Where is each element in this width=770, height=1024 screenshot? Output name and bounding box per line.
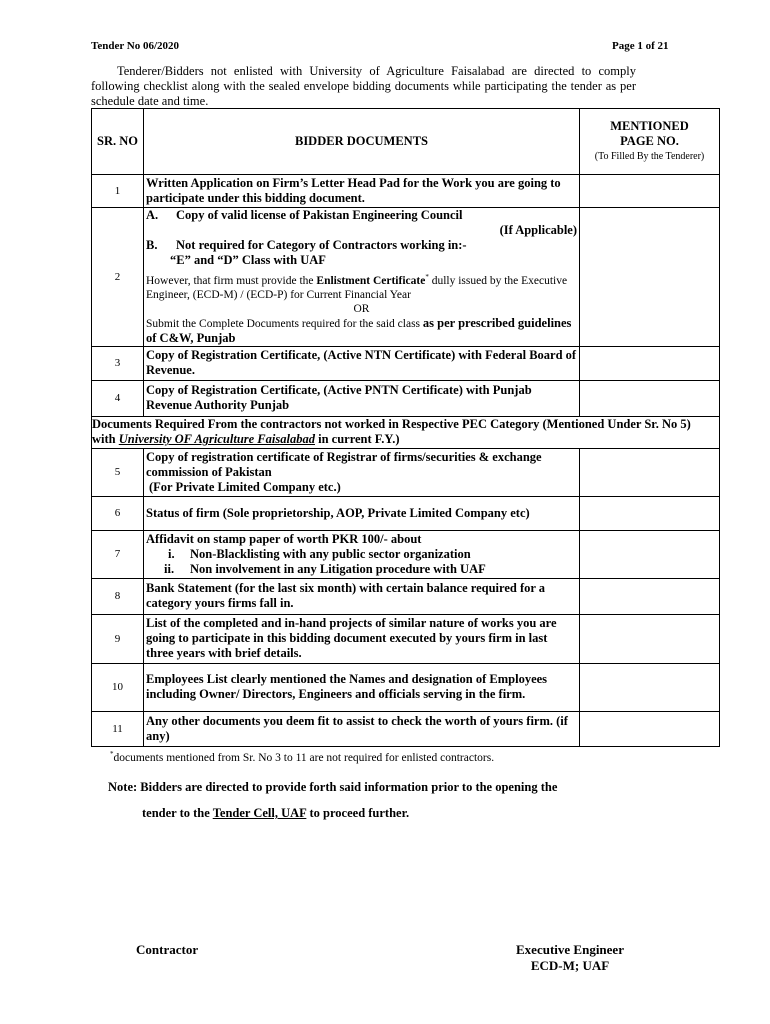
header-page-line2: PAGE NO. <box>620 134 679 148</box>
document-cell: Status of firm (Sole proprietorship, AOP, Private Limited Company etc) <box>144 496 580 530</box>
header-page-line3: (To Filled By the Tenderer) <box>594 151 705 162</box>
page-entry-cell[interactable] <box>580 448 720 496</box>
document-cell: Written Application on Firm’s Letter Head Pad for the Work you are going to participate under this bidding document. <box>144 175 580 208</box>
page-entry-cell[interactable] <box>580 663 720 711</box>
sr-cell: 4 <box>92 380 144 416</box>
sr-cell: 8 <box>92 578 144 614</box>
table-row <box>92 496 720 530</box>
document-cell: Employees List clearly mentioned the Names and designation of Employees including Owner/ Directors, Engineers and officials serving in the firm. <box>144 663 580 711</box>
document-cell: Copy of registration certificate of Registrar of firms/securities & exchange commission of Pakistan (For Private Limited Company etc.) <box>144 448 580 496</box>
header-page-line1: MENTIONED <box>610 119 689 133</box>
table-row <box>92 380 720 416</box>
tender-number: Tender No 06/2020 <box>91 40 180 52</box>
page-entry-cell[interactable] <box>580 380 720 416</box>
sr-cell: 10 <box>92 663 144 711</box>
document-cell: Copy of Registration Certificate, (Active NTN Certificate) with Federal Board of Revenue. <box>144 346 580 380</box>
contractor-signature: Contractor <box>136 942 199 957</box>
table-row <box>92 346 720 380</box>
tender-cell-text: Tender Cell, UAF <box>212 806 307 820</box>
sr-cell: 6 <box>92 496 144 530</box>
page-entry-cell[interactable] <box>580 208 720 347</box>
sr-cell: 2 <box>92 208 144 347</box>
page-entry-cell[interactable] <box>580 175 720 208</box>
table-row <box>92 663 720 711</box>
table-row <box>92 711 720 746</box>
page-entry-cell[interactable] <box>580 711 720 746</box>
sr-cell: 11 <box>92 711 144 746</box>
submit-text: Submit the Complete Documents required for the said class as per prescribed guidelines of C&W, Punjab <box>146 315 572 345</box>
sr-cell: 7 <box>92 530 144 578</box>
university-name: University OF Agriculture Faisalabad <box>118 432 315 447</box>
item-a-note: (If Applicable) <box>499 223 577 237</box>
document-cell: Any other documents you deem fit to assist to check the worth of yours firm. (if any) <box>144 711 580 746</box>
document-cell: Affidavit on stamp paper of worth PKR 100/- about i. Non-Blacklisting with any public sector organization ii. Non involvement in any Litigation procedure with UAF <box>144 530 580 578</box>
document-cell <box>144 208 580 347</box>
item-a: A. Copy of valid license of Pakistan Engineering Council <box>146 208 463 222</box>
item-b-classes: “E” and “D” Class with UAF <box>170 253 326 267</box>
section-heading: Documents Required From the contractors not worked in Respective PEC Category (Mentioned Under Sr. No 5) with University OF Agriculture Faisalabad in current F.Y.) <box>92 416 720 448</box>
engineer-signature: Executive Engineer ECD-M; UAF <box>516 942 624 973</box>
page-entry-cell[interactable] <box>580 496 720 530</box>
table-header-row <box>92 109 720 175</box>
table-section-row <box>92 416 720 448</box>
page-entry-cell[interactable] <box>580 530 720 578</box>
intro-paragraph <box>91 64 636 109</box>
table-row <box>92 175 720 208</box>
intro-text: Tenderer/Bidders not enlisted with University of Agriculture Faisalabad are directed to comply following checklist along with the sealed envelope bidding documents while participating the tender as per schedule date and time. <box>91 64 636 108</box>
table-row <box>92 530 720 578</box>
table-row <box>92 614 720 663</box>
note-line-2: tender to the Tender Cell, UAF to proceed further. <box>142 806 410 820</box>
page-indicator: Page 1 of 21 <box>612 40 669 52</box>
header-page-no <box>580 109 720 175</box>
item-b: B. Not required for Category of Contractors working in:- <box>146 238 467 252</box>
or-text: OR <box>353 302 370 315</box>
sr-cell: 9 <box>92 614 144 663</box>
sr-cell: 1 <box>92 175 144 208</box>
document-cell: Copy of Registration Certificate, (Active PNTN Certificate) with Punjab Revenue Authority Punjab <box>144 380 580 416</box>
document-cell: List of the completed and in-hand projects of similar nature of works you are going to participate in this bidding document executed by yours firm in last three years with brief details. <box>144 614 580 663</box>
footnote: *documents mentioned from Sr. No 3 to 11 are not required for enlisted contractors. <box>110 750 495 764</box>
table-row <box>92 208 720 347</box>
however-text: However, that firm must provide the Enlistment Certificate* dully issued by the Executive Engineer, (ECD-M) / (ECD-P) for Current Financial Year <box>146 273 568 301</box>
note-line-1: Note: Bidders are directed to provide forth said information prior to the opening the <box>108 780 558 794</box>
table-row <box>92 448 720 496</box>
page-entry-cell[interactable] <box>580 614 720 663</box>
checklist-table <box>91 108 720 747</box>
sr-cell: 5 <box>92 448 144 496</box>
header-sr-no: SR. NO <box>92 109 144 175</box>
header-bidder-documents: BIDDER DOCUMENTS <box>144 109 580 175</box>
document-cell: Bank Statement (for the last six month) with certain balance required for a category yours firms fall in. <box>144 578 580 614</box>
table-row <box>92 578 720 614</box>
page-entry-cell[interactable] <box>580 346 720 380</box>
page-entry-cell[interactable] <box>580 578 720 614</box>
sr-cell: 3 <box>92 346 144 380</box>
